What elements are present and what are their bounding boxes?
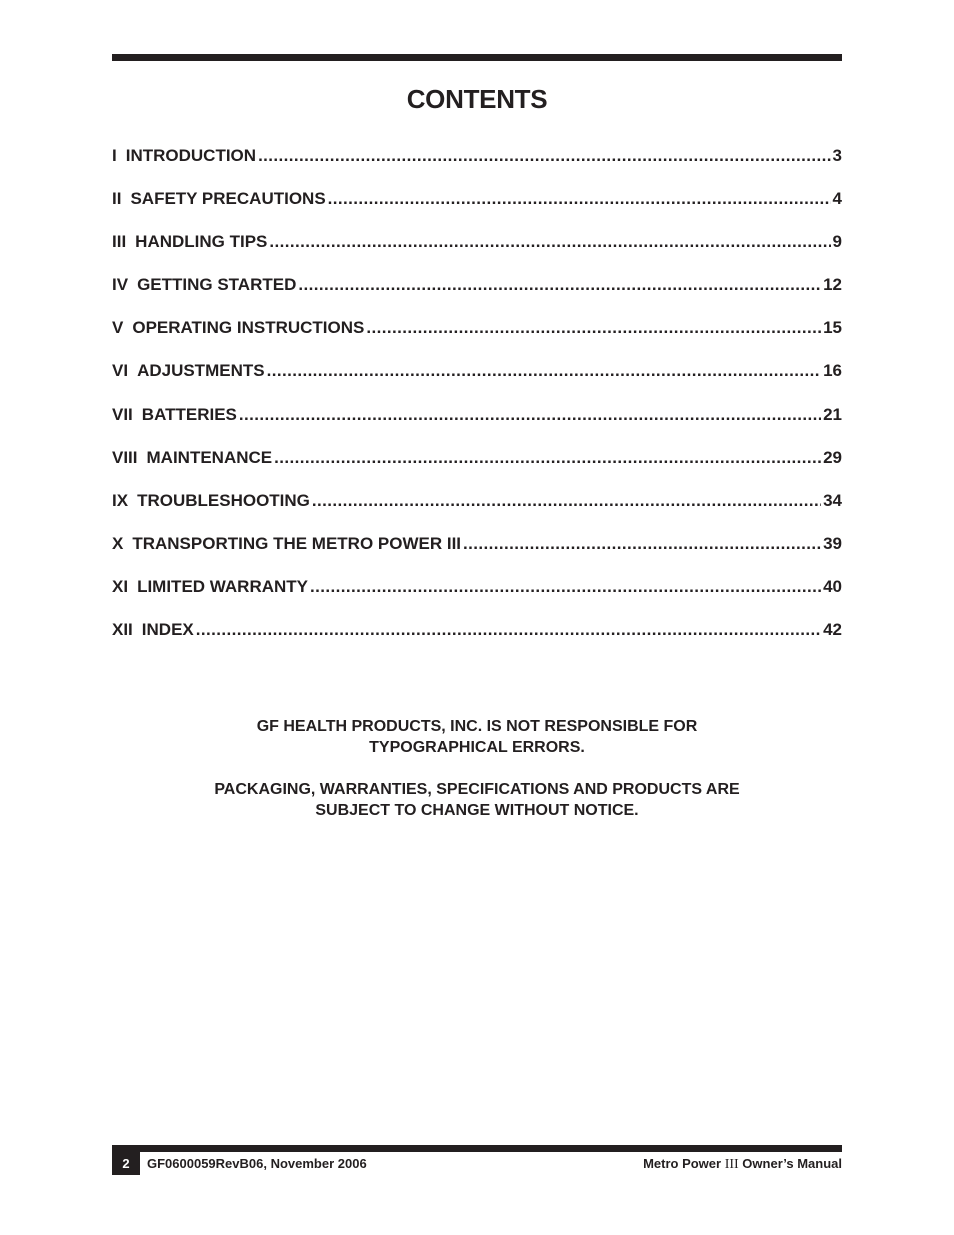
toc-page-number: 40	[823, 576, 842, 596]
toc-dot-leader	[310, 577, 821, 597]
toc-section-title: INTRODUCTION	[125, 146, 257, 165]
footer-document-id: GF0600059RevB06, November 2006	[147, 1156, 367, 1171]
toc-page-number: 4	[832, 189, 842, 209]
toc-entry[interactable]	[112, 361, 842, 404]
toc-dot-leader	[312, 491, 821, 511]
footer-manual-numeral: III	[724, 1157, 739, 1172]
toc-dot-leader	[366, 318, 821, 338]
toc-dot-leader	[267, 361, 822, 381]
toc-entry[interactable]	[112, 448, 842, 491]
toc-page-number: 39	[823, 533, 842, 553]
toc-section-number: II	[112, 189, 122, 209]
toc-section-number: I	[112, 146, 117, 165]
toc-entry[interactable]	[112, 318, 842, 361]
toc-entry[interactable]	[112, 405, 842, 448]
toc-section-title: HANDLING TIPS	[135, 232, 268, 252]
toc-section-number: IV	[112, 275, 129, 295]
toc-section-title: LIMITED WARRANTY	[137, 576, 308, 596]
top-rule	[112, 54, 842, 61]
toc-entry[interactable]	[112, 189, 842, 232]
toc-page-number: 9	[832, 232, 842, 252]
toc-dot-leader	[274, 448, 821, 468]
toc-entry[interactable]	[112, 146, 842, 189]
footer-manual-title	[643, 1152, 842, 1175]
toc-section-number: VIII	[112, 447, 138, 467]
disclaimer-line: PACKAGING, WARRANTIES, SPECIFICATIONS AND PRODUCTS ARE	[214, 781, 740, 798]
toc-dot-leader	[258, 146, 830, 166]
toc-page-number: 29	[823, 447, 842, 467]
disclaimer-typographical	[112, 716, 842, 758]
toc-section-title: TRANSPORTING THE METRO POWER III	[132, 533, 462, 553]
toc-page-number: 34	[823, 490, 842, 510]
disclaimer-line: GF HEALTH PRODUCTS, INC. IS NOT RESPONSIBLE FOR	[256, 718, 698, 735]
toc-entry[interactable]	[112, 534, 842, 577]
toc-entry[interactable]	[112, 491, 842, 534]
table-of-contents	[112, 146, 842, 663]
footer-manual-suffix: Owner’s Manual	[738, 1156, 842, 1171]
toc-section-title: GETTING STARTED	[137, 275, 297, 295]
toc-section-number: III	[112, 232, 127, 252]
toc-section-title: SAFETY PRECAUTIONS	[130, 189, 326, 209]
toc-section-number: IX	[112, 490, 129, 510]
disclaimer-line: TYPOGRAPHICAL ERRORS.	[369, 739, 585, 756]
toc-section-number: XII	[112, 620, 133, 640]
footer-page-number: 2	[112, 1152, 140, 1175]
toc-dot-leader	[269, 232, 830, 252]
toc-section-title: TROUBLESHOOTING	[137, 490, 310, 510]
toc-section-title: OPERATING INSTRUCTIONS	[132, 318, 365, 338]
toc-dot-leader	[239, 405, 821, 425]
toc-page-number: 15	[823, 318, 842, 338]
toc-section-title: INDEX	[141, 620, 194, 640]
toc-section-number: X	[112, 533, 124, 553]
disclaimer-line: SUBJECT TO CHANGE WITHOUT NOTICE.	[315, 802, 639, 819]
toc-entry[interactable]	[112, 577, 842, 620]
toc-page-number: 12	[823, 275, 842, 295]
toc-dot-leader	[463, 534, 821, 554]
toc-page-number: 42	[823, 620, 842, 640]
toc-section-title: ADJUSTMENTS	[137, 361, 265, 381]
toc-section-number: V	[112, 318, 124, 338]
toc-entry[interactable]	[112, 275, 842, 318]
toc-page-number: 16	[823, 361, 842, 381]
toc-dot-leader	[196, 620, 821, 640]
disclaimer-change-notice	[112, 779, 842, 821]
toc-section-title: MAINTENANCE	[146, 447, 273, 467]
footer-rule	[112, 1145, 842, 1152]
toc-section-number: VI	[112, 361, 129, 381]
toc-page-number: 21	[823, 404, 842, 424]
toc-section-number: VII	[112, 404, 133, 424]
toc-section-number: XI	[112, 576, 129, 596]
toc-entry[interactable]	[112, 620, 842, 663]
page-title: CONTENTS	[406, 84, 548, 114]
toc-entry[interactable]	[112, 232, 842, 275]
toc-dot-leader	[328, 189, 831, 209]
toc-page-number: 3	[832, 146, 842, 165]
toc-dot-leader	[298, 275, 821, 295]
toc-section-title: BATTERIES	[141, 404, 237, 424]
footer-manual-prefix: Metro Power	[643, 1156, 725, 1171]
